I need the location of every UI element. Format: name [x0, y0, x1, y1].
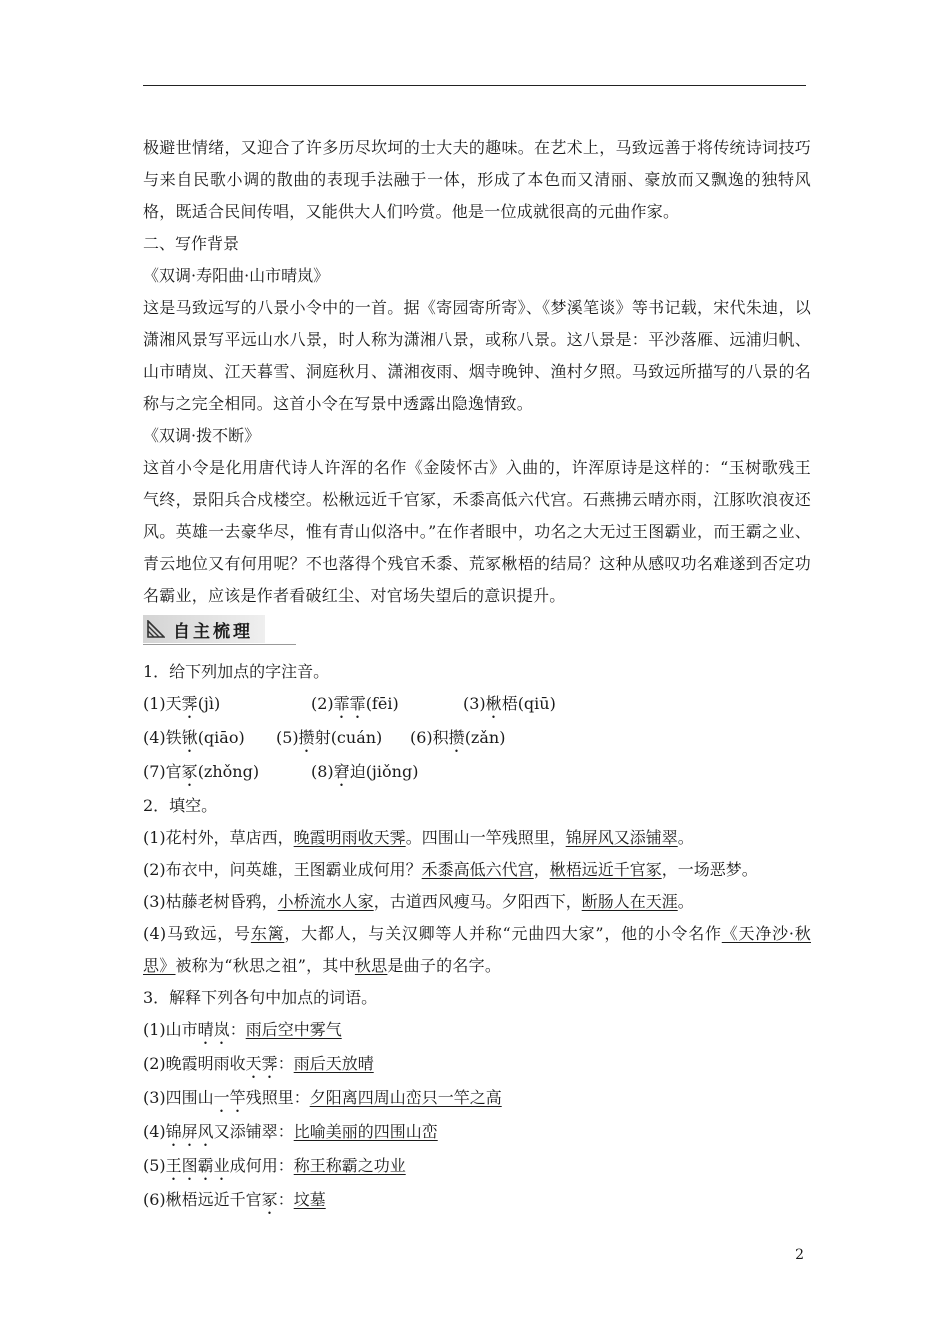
answer-blank: 小桥流水人家	[277, 892, 374, 911]
q3-item: (2)晚霞明雨收天霁：雨后天放晴	[143, 1054, 374, 1073]
answer-blank: 雨后空中雾气	[245, 1020, 342, 1039]
q1-item: (4)铁锹(qiāo)	[143, 728, 245, 747]
q3-item: (6)楸梧远近千官冢：坟墓	[143, 1190, 326, 1209]
q1-item: (3)楸梧(qiū)	[463, 694, 556, 713]
q1-row-3	[143, 756, 811, 790]
section-title: 自主梳理	[173, 621, 253, 642]
answer-blank: 楸梧远近千官冢	[549, 860, 662, 879]
poem1-title: 《双调·寿阳曲·山市晴岚》	[143, 266, 330, 285]
q2-line-1: (1)花村外，草店西，晚霞明雨收天霁。四围山一竿残照里，锦屏风又添铺翠。	[143, 828, 694, 847]
q2-prompt: 2．填空。	[143, 796, 218, 815]
q1-prompt: 1．给下列加点的字注音。	[143, 662, 330, 681]
q2-line-4: (4)马致远，号东篱，大都人，与关汉卿等人并称“元曲四大家”，他的小令名作《天净沙·秋思》被称为“秋思之祖”，其中秋思是曲子的名字。	[143, 924, 811, 975]
q3-item: (3)四围山一竿残照里：夕阳离四周山峦只一竿之高	[143, 1088, 502, 1107]
answer-blank: 断肠人在天涯	[581, 892, 678, 911]
header-rule	[143, 85, 806, 86]
section-underline	[143, 644, 296, 645]
answer-blank: 比喻美丽的四围山峦	[293, 1122, 438, 1141]
q2-line-2: (2)布衣中，问英雄，王图霸业成何用？禾黍高低六代宫，楸梧远近千官冢，一场恶梦。	[143, 860, 758, 879]
q2-line-3: (3)枯藤老树昏鸦，小桥流水人家，古道西风瘦马。夕阳西下，断肠人在天涯。	[143, 892, 694, 911]
q3-item: (5)王图霸业成何用：称王称霸之功业	[143, 1156, 406, 1175]
q3-prompt: 3．解释下列各句中加点的词语。	[143, 988, 378, 1007]
answer-blank: 《天净沙·秋思》	[143, 924, 811, 975]
q3-item: (1)山市晴岚：雨后空中雾气	[143, 1020, 342, 1039]
page-number: 2	[795, 1247, 804, 1263]
diagonal-stripes-icon	[147, 620, 165, 638]
page-content	[143, 132, 811, 1218]
answer-blank: 秋思	[354, 956, 388, 975]
answer-blank: 雨后天放晴	[293, 1054, 374, 1073]
q1-item: (2)霏霏(fēi)	[311, 694, 399, 713]
poem1-paragraph: 这是马致远写的八景小令中的一首。据《寄园寄所寄》、《梦溪笔谈》等书记载，宋代朱迪，以潇湘风景写平远山水八景，时人称为潇湘八景，或称八景。这八景是：平沙落雁、远浦归帆、山市晴岚、江天暮雪、洞庭秋月、潇湘夜雨、烟寺晚钟、渔村夕照。马致远所描写的八景的名称与之完全相同。这首小令在写景中透露出隐逸情致。	[143, 298, 811, 413]
section-heading-bar	[143, 615, 265, 643]
poem2-paragraph: 这首小令是化用唐代诗人许浑的名作《金陵怀古》入曲的，许浑原诗是这样的：“玉树歌残王气终，景阳兵合戍楼空。松楸远近千官冢，禾黍高低六代宫。石燕拂云晴亦雨，江豚吹浪夜还风。英雄一去豪华尽，惟有青山似洛中。”在作者眼中，功名之大无过王图霸业，而王霸之业、青云地位又有何用呢？不也落得个残官禾黍、荒冢楸梧的结局？这种从感叹功名难遂到否定功名霸业，应该是作者看破红尘、对官场失望后的意识提升。	[143, 458, 811, 605]
answer-blank: 夕阳离四周山峦只一竿之高	[309, 1088, 502, 1107]
answer-blank: 锦屏风又添铺翠	[565, 828, 678, 847]
q3-list	[143, 1014, 811, 1218]
q1-item: (7)官冢(zhǒng)	[143, 762, 260, 781]
q1-item: (1)天霁(jì)	[143, 694, 221, 713]
q1-item: (5)攒射(cuán)	[276, 728, 383, 747]
q1-row-1	[143, 688, 811, 722]
q1-item: (6)积攒(zǎn)	[410, 728, 506, 747]
answer-blank: 禾黍高低六代宫	[421, 860, 534, 879]
q1-item: (8)窘迫(jiǒng)	[311, 762, 419, 781]
q1-row-2	[143, 722, 811, 756]
answer-blank: 东篱	[250, 924, 285, 943]
section-heading	[143, 615, 811, 647]
intro-paragraph: 极避世情绪，又迎合了许多历尽坎坷的士大夫的趣味。在艺术上，马致远善于将传统诗词技巧与来自民歌小调的散曲的表现手法融于一体，形成了本色而又清丽、豪放而又飘逸的独特风格，既适合民间传唱，又能供大人们吟赏。他是一位成就很高的元曲作家。	[143, 138, 811, 221]
background-heading: 二、写作背景	[143, 234, 240, 253]
q3-item: (4)锦屏风又添铺翠：比喻美丽的四围山峦	[143, 1122, 438, 1141]
answer-blank: 称王称霸之功业	[293, 1156, 406, 1175]
answer-blank: 坟墓	[293, 1190, 326, 1209]
answer-blank: 晚霞明雨收天霁	[293, 828, 406, 847]
poem2-title: 《双调·拨不断》	[143, 426, 261, 445]
